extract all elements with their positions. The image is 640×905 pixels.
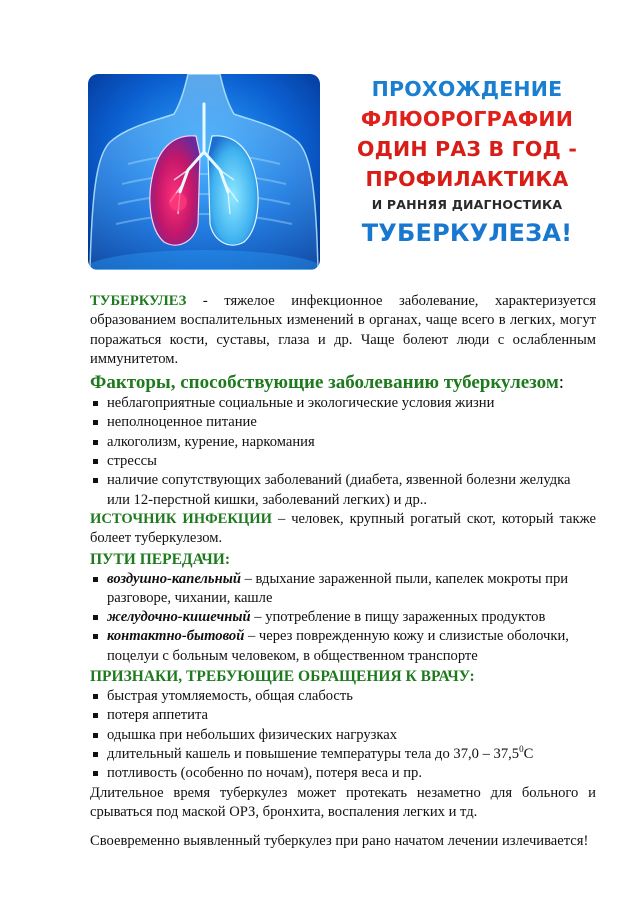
closing-paragraph-2: Своевременно выявленный туберкулез при рано начатом лечении излечивается!	[90, 833, 589, 850]
transmission-term: контактно-бытовой	[107, 628, 245, 645]
list-item	[90, 608, 596, 627]
intro-paragraph	[90, 292, 596, 369]
list-item	[90, 745, 596, 764]
transmission-text: – вдыхание зараженной пыли, капелек мокроты при разговоре, чихании, кашле	[107, 570, 569, 606]
temperature-unit: С	[523, 745, 534, 762]
headline-line-3: ОДИН РАЗ В ГОД -	[356, 137, 578, 161]
source-paragraph	[90, 510, 596, 549]
list-item: потливость (особенно по ночам), потеря веса и пр.	[90, 764, 596, 783]
intro-text: - тяжелое инфекционное заболевание, характеризуется образованием воспалительных изменений в органах, чаще всего в легких, могут поражаться кости, суставы, глаза и др. Чаще болеют люди с ослабленным иммунитетом.	[90, 293, 596, 367]
banner	[88, 62, 600, 270]
factors-heading	[90, 371, 596, 394]
list-item: потеря аппетита	[90, 706, 596, 725]
list-item: алкоголизм, курение, наркомания	[90, 433, 596, 452]
transmission-text: – через поврежденную кожу и слизистые оболочки, поцелуи с больным человеком, в общественном транспорте	[107, 628, 569, 664]
factors-list	[90, 394, 596, 510]
banner-headline	[334, 74, 600, 250]
leaflet-body	[90, 292, 596, 851]
transmission-term: воздушно-капельный	[107, 570, 241, 587]
degree-superscript: 0	[519, 744, 524, 755]
transmission-text: – употребление в пищу зараженных продуктов	[250, 609, 546, 626]
transmission-heading: ПУТИ ПЕРЕДАЧИ:	[90, 550, 230, 568]
temperature-text: длительный кашель и повышение температуры тела до 37,0 – 37,5	[107, 745, 520, 762]
list-item: неполноценное питание	[90, 413, 596, 432]
list-item: быстрая утомляемость, общая слабость	[90, 687, 596, 706]
closing-paragraph-1: Длительное время туберкулез может протекать незаметно для больного и срываться под маской ОРЗ, бронхита, воспаления легких и тд.	[90, 784, 596, 820]
headline-line-5: И РАННЯЯ ДИАГНОСТИКА	[371, 197, 563, 212]
list-item: неблагоприятные социальные и экологические условия жизни	[90, 394, 596, 413]
factors-heading-text: Факторы, способствующие заболеванию туберкулезом	[90, 372, 559, 394]
intro-term: ТУБЕРКУЛЕЗ	[90, 293, 187, 309]
list-item	[90, 627, 596, 666]
signs-list	[90, 687, 596, 783]
list-item: одышка при небольших физических нагрузках	[90, 726, 596, 745]
headline-line-4: ПРОФИЛАКТИКА	[365, 167, 569, 191]
list-item: стрессы	[90, 452, 596, 471]
transmission-list	[90, 570, 596, 666]
factors-heading-colon: :	[558, 372, 565, 394]
lungs-xray-illustration	[88, 74, 320, 270]
paragraph-spacer	[90, 822, 596, 832]
headline-line-2: ФЛЮОРОГРАФИИ	[360, 107, 574, 131]
source-text: – человек, крупный рогатый скот, который также болеет туберкулезом.	[90, 510, 596, 547]
headline-line-6: ТУБЕРКУЛЕЗА!	[361, 219, 573, 247]
list-item	[90, 570, 596, 609]
source-term: ИСТОЧНИК ИНФЕКЦИИ	[90, 510, 272, 527]
signs-heading: ПРИЗНАКИ, ТРЕБУЮЩИЕ ОБРАЩЕНИЯ К ВРАЧУ:	[90, 668, 475, 686]
list-item: наличие сопутствующих заболеваний (диабета, язвенной болезни желудка или 12-перстной кишки, заболеваний легких) и др..	[90, 471, 596, 510]
headline-line-1: ПРОХОЖДЕНИЕ	[371, 77, 563, 101]
transmission-term: желудочно-кишечный	[107, 609, 251, 626]
